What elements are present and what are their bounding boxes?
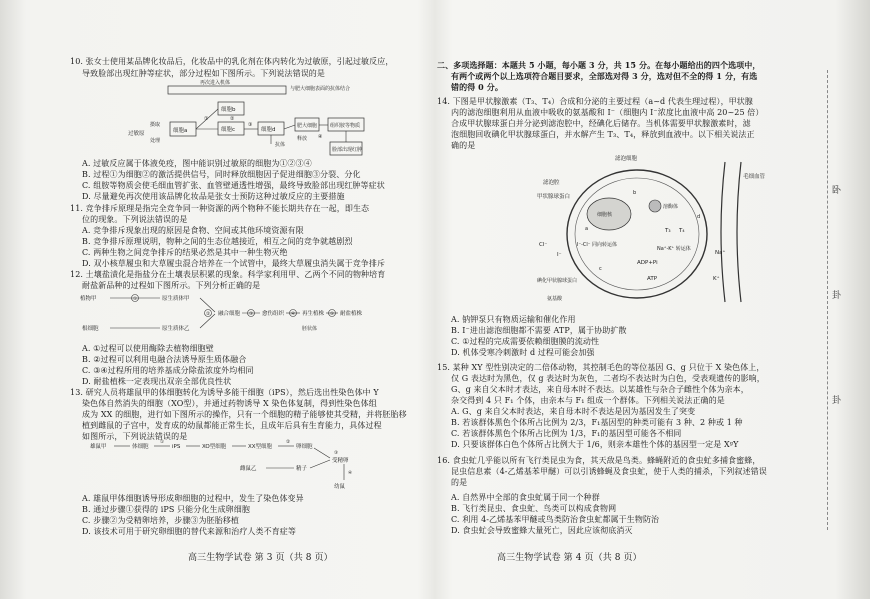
q12-fig-callus: 愈伤组织: [262, 311, 285, 317]
q16-option-b: B. 飞行类昆虫、食虫虻、鸟类可以构成食物网: [451, 504, 617, 513]
q10-stem-line-2: 导致脸部出现红肿等症状，部分过程如下图所示。下列说法错误的是: [82, 69, 325, 78]
q16-stem-line-3: 的是: [451, 478, 468, 487]
q13-fig-j: 雌鼠乙: [240, 466, 257, 472]
section-heading-line-1: 二、多项选择题：本题共 5 小题，每小题 3 分，共 15 分。在每小题给出的四个选项中，: [437, 60, 761, 70]
q15-option-b: B. 若该群体黑色个体所占比例为 2/3，F₁基因型的种类可能有 3 种、2 种或 1 种: [451, 418, 743, 427]
q14-stem-line-5: 确的是: [451, 141, 476, 150]
margin-char-top: 卧: [830, 185, 840, 194]
q10-fig-right-note: 与肥大细胞表面的抗体结合: [290, 86, 351, 92]
q12-fig-fused: 融合细胞: [218, 311, 241, 317]
q12-fig-proto-b: 原生质体乙: [162, 326, 190, 332]
q12-stem-line-2: 耐盐新品种的过程如下图所示。下列分析正确的是: [82, 281, 261, 290]
q14-fig-iodine: I⁻: [557, 252, 562, 258]
q14-fig-na: Na⁺: [715, 250, 726, 256]
q10-fig-label-3: ③: [248, 122, 253, 128]
q14-fig-step-d: d: [697, 214, 701, 220]
q15-option-d: D. 只要该群体白色个体所占比例大于 1/6，则亲本雄性个体的基因型一定是 XᵍY: [451, 440, 739, 449]
q11-option-c: C. 两种生物之间竞争排斥的结果必然是其中一种生物灭绝: [82, 248, 288, 257]
q10-fig-allergen: 过敏原: [128, 131, 145, 137]
q10-fig-mast: 肥大细胞: [297, 123, 318, 129]
q10-stem-line-1: 10. 张女士使用某品牌化妆品后，化妆品中的乳化剂在体内转化为过敏原，引起过敏反应，: [70, 57, 394, 66]
q16-option-a: A. 自然界中全部的食虫虻属于同一个种群: [451, 493, 600, 502]
q12-option-a: A. ①过程可以使用酶除去植物细胞壁: [82, 344, 214, 353]
q14-fig-cl: Cl⁻: [539, 242, 548, 248]
q13-fig-step-2: ②: [286, 440, 291, 445]
q14-fig-lysosome: 溶酶体: [663, 204, 679, 210]
q12-fusion-diagram: [80, 290, 380, 342]
q14-stem-line-1: 14. 下图是甲状腺激素（T₃、T₄）合成和分泌的主要过程（a~d 代表生理过程），甲状腺: [437, 97, 753, 106]
page-4-footer: 高三生物学试卷 第 4 页（共 8 页）: [497, 553, 642, 563]
q14-fig-t4: T₄: [679, 228, 685, 234]
q14-option-c: C. ①过程的完成需要依赖细胞膜的流动性: [451, 337, 600, 346]
q13-fig-f: 卵细胞: [296, 444, 313, 450]
q14-fig-amino: 氨基酸: [547, 296, 563, 302]
q15-stem-line-4: 杂交得到 4 只 F₁ 个体，由亲本与 F₁ 组成一个群体。下列相关说法正确的是: [451, 396, 725, 405]
q13-fig-step-4: ④: [348, 471, 353, 476]
q13-fig-e: XX型细胞: [248, 444, 273, 450]
q12-stem-line-1: 12. 土壤盐渍化是指盐分在土壤表层积累的现象。科学家利用甲、乙两个不同的物种培育: [70, 270, 386, 279]
q13-fig-i: 幼鼠: [334, 484, 346, 490]
q13-fig-c: iPS: [172, 444, 181, 450]
q13-fig-g: 精子: [296, 466, 308, 472]
q12-fig-step-2: ②: [206, 312, 211, 317]
q14-fig-capillary-side: 甲状腺球蛋白: [537, 194, 571, 200]
q10-fig-cell-a: 细胞a: [173, 128, 188, 134]
q14-fig-k: K⁺: [713, 276, 720, 282]
q13-stem-line-5: 如图所示，下列说法错误的是: [82, 432, 188, 441]
q10-option-a: A. 过敏反应属于体液免疫，图中能识别过敏原的细胞为①②③④: [82, 159, 312, 168]
q10-option-c: C. 组胺等物质会使毛细血管扩张、血管壁通透性增强，最终导致脸部出现红肿等症状: [82, 181, 385, 190]
q15-stem-line-3: G、g 来自父本时才表达，来自母本时不表达。以某雄性与杂合子雌性个体为亲本，: [451, 385, 749, 394]
q10-immune-diagram: [130, 80, 400, 158]
q14-fig-t3: T₃: [665, 228, 671, 234]
q14-fig-lumen: 滤泡腔: [543, 180, 560, 186]
q14-fig-step-c: c: [599, 266, 602, 272]
q14-stem-line-2: 内的滤泡细胞利用从血液中吸收的氨基酸和 I⁻（细胞内 I⁻浓度比血液中高 20~25 倍）: [451, 108, 764, 117]
q13-option-d: D. 该技术可用于研究卵细胞的替代来源和治疗人类不育症等: [82, 527, 297, 536]
q14-fig-atp: ATP: [647, 276, 658, 282]
q12-option-c: C. ③④过程所用的培养基成分除盐浓度外均相同: [82, 366, 254, 375]
q10-fig-cell-b: 细胞b: [221, 107, 236, 113]
q12-fig-proto-a: 原生质体甲: [162, 296, 190, 302]
margin-char-low: 卦: [830, 395, 840, 404]
margin-char-mid: 卦: [830, 290, 840, 299]
q10-fig-top: 再次进入机体: [200, 80, 231, 86]
q13-option-a: A. 雄鼠甲体细胞诱导形成卵细胞的过程中，发生了染色体变异: [82, 494, 304, 503]
q15-option-a: A. G、g 来自父本时表达，来自母本时不表达是因为基因发生了突变: [451, 407, 696, 416]
q13-fig-step-3: ③: [334, 451, 339, 456]
q15-stem-line-1: 15. 某种 XY 型性别决定的二倍体动物，其控制毛色的等位基因 G、g 只位于 X 染色体上，: [437, 363, 765, 372]
q14-option-b: B. I⁻进出滤泡细胞都不需要 ATP，属于协助扩散: [451, 326, 627, 335]
q16-option-d: D. 食虫虻会导致蜜蜂大量死亡，因此应该彻底消灭: [451, 526, 633, 535]
q14-fig-follicle-cell: 滤泡细胞: [615, 156, 638, 162]
section-heading-line-2: 有两个或两个以上选项符合题目要求，全部选对得 3 分，选对但不全的得 1 分，有选: [451, 71, 758, 81]
page-3-footer: 高三生物学试卷 第 3 页（共 8 页）: [188, 553, 333, 563]
q11-option-a: A. 竞争排斥现象出现的原因是食物、空间或其他环境资源有限: [82, 226, 304, 235]
q10-fig-release: 释放: [297, 136, 308, 142]
q10-fig-present: 摄取: [150, 122, 161, 128]
q11-option-d: D. 双小核草履虫和大草履虫混合培养在一个试管中，最终大草履虫消失属于竞争排斥: [82, 259, 386, 268]
q12-fig-step-1: ①: [133, 297, 138, 302]
q14-option-a: A. 钠钾泵只有物质运输和催化作用: [451, 315, 576, 324]
q13-stem-line-1: 13. 研究人员将雄鼠甲的体细胞转化为诱导多能干细胞（iPS），然后选出性染色体中 Y: [70, 388, 379, 397]
q14-fig-nucleus: 细胞核: [597, 212, 613, 218]
q14-stem-line-4: 泡细胞回收碘化甲状腺球蛋白，并水解产生 T₃、T₄，释放到血液中。以下相关说法正: [451, 130, 755, 139]
q12-fig-embryo: 胚状体: [302, 326, 318, 332]
q13-fig-d: XO型细胞: [202, 444, 227, 450]
q13-fig-b: 体细胞: [132, 444, 149, 450]
q13-stem-line-2: 染色体自然消失的细胞（XO型），并通过药物诱导 X 染色体复制，得到性染色体组: [82, 399, 377, 408]
q11-stem-line-1: 11. 竞争排斥原理是指完全竞争同一种资源的两个物种不能长期共存在一起，即生态: [70, 204, 370, 213]
q12-option-d: D. 耐盐植株一定表现出双亲全部优良性状: [82, 377, 232, 386]
q14-fig-itg: 碘化甲状腺球蛋白: [537, 278, 578, 284]
q14-fig-step-a: a: [585, 226, 589, 232]
q10-fig-effect: 脸部出现红肿: [332, 147, 363, 153]
q10-option-d: D. 尽量避免再次使用该品牌化妆品是张女士预防这种过敏反应的主要措施: [82, 192, 345, 201]
binding-line: [827, 70, 828, 530]
q15-stem-line-2: 仅 G 表达时为黑色，仅 g 表达时为灰色，二者均不表达时为白色，受表观遗传的影响，: [451, 374, 765, 383]
q13-option-b: B. 通过步骤①获得的 iPS 只能分化生成卵细胞: [82, 505, 250, 514]
q10-fig-histamine: 组织胺等物质: [330, 123, 361, 129]
q10-fig-cell-d: 细胞d: [261, 127, 276, 133]
q10-fig-antibody: 抗体: [275, 142, 286, 148]
q11-stem-line-2: 位的现象。下列说法错误的是: [82, 215, 188, 224]
q10-fig-label-2: ②: [230, 116, 235, 122]
q14-fig-transporter: I⁻-Cl⁻ 同向转运体: [577, 242, 618, 248]
section-heading-line-3: 错的得 0 分。: [451, 82, 503, 92]
q11-option-b: B. 竞争排斥原理说明，物种之间的生态位越接近，相互之间的竞争就越剧烈: [82, 237, 353, 246]
q12-option-b: B. ②过程可以利用电融合法诱导原生质体融合: [82, 355, 247, 364]
q16-stem-line-1: 16. 食虫虻几乎能以所有飞行类昆虫为食，其天敌是鸟类。蜂蝇附近的食虫虻多捕食蜜蜂，: [437, 456, 761, 465]
q13-fig-h: 受精卵: [332, 458, 349, 464]
q16-stem-line-2: 昆虫信息素（4-乙烯基苯甲醚）可以引诱蜂蝇及食虫虻，使于人类的捕杀，下列叙述错误: [451, 467, 767, 476]
q14-fig-capillary: 毛细血管: [743, 174, 766, 180]
q14-fig-adp: ADP+Pi: [637, 260, 658, 266]
q14-option-d: D. 机体受寒冷刺激时 d 过程可能会加强: [451, 348, 595, 357]
q10-fig-label-1: ①: [204, 116, 209, 122]
q12-fig-plant: 植物甲: [80, 296, 97, 302]
q15-option-c: C. 若该群体黑色个体所占比例为 1/3，F₁的基因型可能各不相同: [451, 429, 682, 438]
q14-stem-line-3: 合成甲状腺球蛋白并分泌到滤泡腔中，经碘化后储存。当机体需要甲状腺激素时，滤: [451, 119, 751, 128]
q14-thyroid-diagram: [537, 152, 777, 310]
q14-fig-pump: Na⁺-K⁺ 转运体: [657, 246, 691, 252]
q12-fig-step-5: ⑤: [330, 312, 335, 317]
q12-fig-seedling: 耐盐植株: [340, 311, 363, 317]
q13-stem-line-4: 植到雌鼠的子宫中，发育成的幼鼠都能正常生长，且成年后具有生育能力，具体过程: [82, 421, 382, 430]
q16-option-c: C. 利用 4-乙烯基苯甲醚或鸟类防治食虫虻都属于生物防治: [451, 515, 660, 524]
q13-fig-a: 雄鼠甲: [90, 444, 107, 450]
q10-fig-process: 处理: [150, 138, 161, 144]
q12-fig-step-3: ③: [249, 312, 254, 317]
q10-fig-cell-c: 细胞c: [221, 127, 236, 133]
q12-fig-cells: 根细胞: [82, 326, 99, 332]
q13-stem-line-3: 成为 XX 的细胞，进行如下图所示的操作，只有一个细胞的精子能够使其受精，并将胚胎移: [82, 410, 407, 419]
q10-option-b: B. 过程①为细胞②的激活提供信号，同时释放细胞因子促进细胞③分裂、分化: [82, 170, 361, 179]
q12-fig-step-4: ④: [291, 312, 296, 317]
q14-fig-step-b: b: [633, 190, 637, 196]
q13-fig-step-1: ①: [160, 440, 165, 445]
q12-fig-salt: 再生植株: [302, 311, 325, 317]
q10-fig-label-4: ④: [318, 134, 323, 140]
q13-ips-diagram: [90, 440, 390, 492]
q13-option-c: C. 步骤②为受精卵培养，步骤③为胚胎移植: [82, 516, 240, 525]
